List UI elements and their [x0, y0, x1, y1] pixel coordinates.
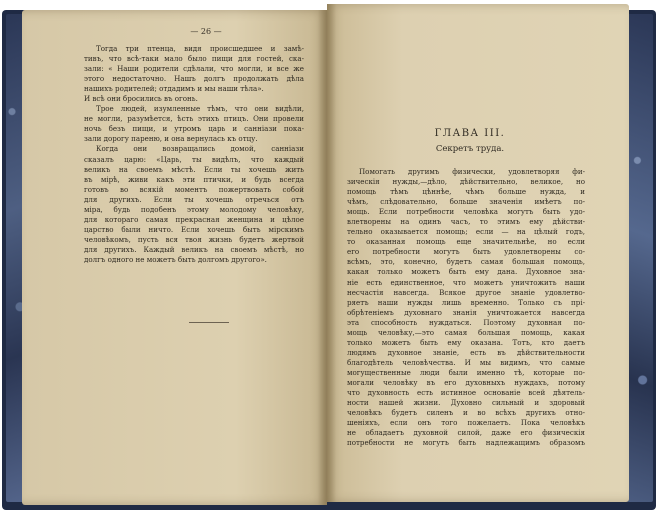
text-line: великъ на своемъ мѣстѣ. Если ты хочешь жить [84, 164, 304, 174]
text-line: обрѣтеніемъ духовнаго знанія уничтожается навсегда [347, 307, 585, 317]
text-line: ночь безъ пищи, и утромъ царь и саннiази пока- [84, 124, 304, 134]
text-line: зали дорогу пареню, и она вернулась къ отцу. [84, 134, 258, 144]
text-line: тивъ, что всѣ-таки мало было пищи для гостей, ска- [84, 54, 304, 64]
text-line: Тогда три птенца, видя происшедшее и замѣ- [96, 44, 304, 53]
text-line: для котораго самая прекрасная женщина и цѣлое [84, 214, 304, 224]
text-line: человѣкъ будетъ силенъ и во всѣхъ другихъ отно- [347, 408, 585, 418]
text-line: эта способность нуждаться. Поэтому духовная по- [347, 317, 585, 327]
text-line: человѣкомъ, пусть вся твоя жизнь будетъ жертвой [84, 234, 304, 244]
text-line: всѣмъ, это, конечно, будетъ самая большая помощь, [347, 257, 585, 267]
text-line: потребности не могутъ быть надлежащимъ образомъ [347, 438, 585, 448]
text-line: его потребности могутъ быть удовлетворены со- [347, 247, 585, 257]
text-line: не могли, разумѣется, ѣсть этихъ птицъ. Они провели [84, 114, 304, 124]
text-line: влетворены на одинъ часъ, то этимъ ему дѣйстви- [347, 217, 585, 227]
text-line: ніе есть единственное, что можетъ уничтожить наши [347, 277, 585, 287]
text-line: благодѣтель человѣчества. И мы видимъ, что самые [347, 357, 585, 367]
text-line: для другихъ. Каждый великъ на своемъ мѣстѣ, но [84, 244, 304, 254]
text-line: И всѣ они бросились въ огонь. [84, 94, 198, 104]
text-line: зали: « Наши родители сдѣлали, что могли, и все же [84, 64, 304, 74]
text-line: только можетъ быть ему оказана. Тотъ, кто даетъ [347, 337, 585, 347]
text-line: готовъ во всякій моментъ пожертвовать собой [84, 184, 304, 194]
text-line: могали человѣку въ его духовныхъ нуждахъ, потому [347, 377, 585, 387]
text-line: мощь. Если потребности человѣка могутъ быть удо- [347, 207, 585, 217]
text-line: тельно оказывается помощь; если — на цѣлый годъ, [347, 227, 585, 237]
text-line: какая только можетъ быть ему дана. Духовное зна- [347, 267, 585, 277]
text-line: мiра, будь подобенъ этому молодому человѣку, [84, 204, 304, 214]
text-line: чѣмъ, слѣдовательно, больше значенія имѣетъ по- [347, 197, 585, 207]
text-line: царство были ничто. Если хочешь быть мiрскимъ [84, 224, 304, 234]
text-line: помощь тѣмъ цѣннѣе, чѣмъ больше нужда, и [347, 187, 585, 197]
text-line: долгъ одного не можетъ быть долгомъ другого». [84, 254, 267, 264]
text-line: ряетъ наши нужды лишь временно. Только съ прі- [347, 297, 585, 307]
text-line: ности нашей жизни. Духовно сильный и здоровый [347, 398, 585, 408]
text-line: въ мiрѣ, живи какъ эти птички, и будь всегда [84, 174, 304, 184]
text-line: могущественные люди были именно тѣ, которые по- [347, 367, 585, 377]
text-line: людямъ духовное знаніе, есть въ дѣйствительности [347, 347, 585, 357]
text-line: нашихъ родителей; отдадимъ и мы наши тѣла». [84, 84, 264, 94]
text-line: сказалъ царю: «Царь, ты видѣлъ, что каждый [84, 154, 304, 164]
text-line: несчастія навсегда. Всякое другое знаніе удовлетво- [347, 287, 585, 297]
text-line: Когда они возвращались домой, саннiази [96, 144, 304, 154]
text-line: этого недостаточно. Нашъ долгъ продолжать дѣла [84, 74, 304, 84]
text-line: то оказанная помощь еще значительнѣе, но если [347, 237, 585, 247]
page-number: — 26 — [190, 27, 222, 36]
right-page-text [347, 167, 585, 448]
section-divider [189, 322, 229, 323]
text-line: что духовность есть истинное основаніе всей дѣятель- [347, 388, 585, 398]
section-heading: Секретъ труда. [435, 144, 505, 154]
text-line: шеніяхъ, если онъ того пожелаетъ. Пока человѣкъ [347, 418, 585, 428]
left-page-text [84, 44, 304, 265]
text-line: мощь человѣку,—это самая большая помощь, какая [347, 327, 585, 337]
text-line: для другихъ. Если ты хочешь отречься отъ [84, 194, 304, 204]
chapter-heading: ГЛАВА III. [434, 128, 506, 139]
text-line: не обладаетъ духовной силой, даже его физическія [347, 428, 585, 438]
text-line: зическія нужды,—дѣло, дѣйствительно, великое, но [347, 177, 585, 187]
text-line: Трое людей, изумленные тѣмъ, что они видѣли, [96, 104, 304, 114]
text-line: Помогать другимъ физически, удовлетворяя фи- [359, 167, 585, 176]
marbled-edge-right [627, 14, 653, 502]
